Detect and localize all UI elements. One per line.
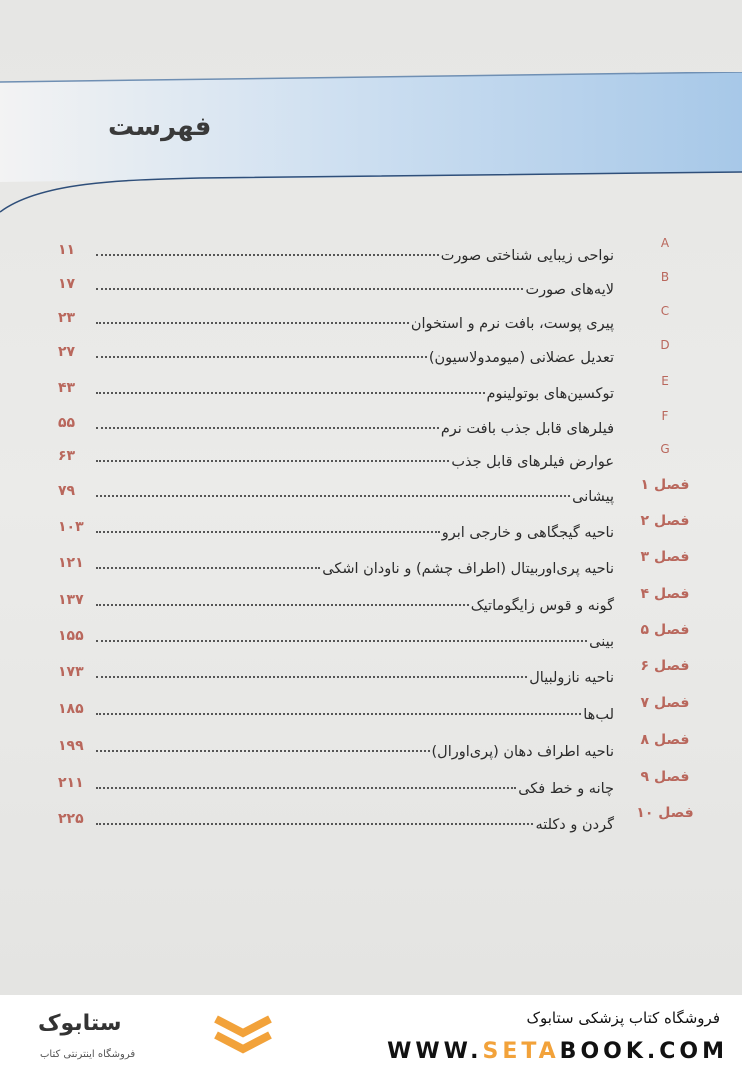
toc-entry	[92, 797, 614, 833]
toc-entry	[92, 650, 614, 686]
page-title: فهرست	[108, 112, 212, 142]
toc-entry	[92, 401, 614, 437]
toc-page-number: ۱۷۳	[58, 664, 84, 680]
toc-row	[0, 614, 742, 650]
toc-row	[0, 366, 742, 402]
logo-text: ستابوک	[38, 1011, 122, 1036]
leader-dots	[96, 750, 430, 752]
toc-row	[0, 401, 742, 437]
toc-title: توکسین‌های بوتولینوم	[486, 386, 614, 402]
leader-dots	[96, 823, 533, 825]
toc-title: نواحی زیبایی شناختی صورت	[440, 248, 614, 264]
leader-dots	[96, 713, 581, 715]
toc-page-number: ۲۱۱	[58, 775, 84, 791]
toc-page-number: ۱۲۱	[58, 555, 84, 571]
toc-title: پیری پوست، بافت نرم و استخوان	[410, 316, 614, 332]
toc-title: ناحیه اطراف دهان (پری‌اورال)	[431, 744, 614, 760]
leader-dots	[96, 427, 439, 429]
logo-subtitle: فروشگاه اینترنتی کتاب	[40, 1049, 136, 1060]
toc-page-number: ۲۲۵	[58, 811, 84, 827]
toc-row	[0, 228, 742, 264]
toc-label: فصل ۲	[640, 513, 690, 529]
toc-row	[0, 296, 742, 332]
toc-row	[0, 434, 742, 470]
leader-dots	[96, 254, 439, 256]
leader-dots	[96, 392, 485, 394]
toc-label: A	[660, 236, 670, 250]
toc-label: فصل ۱۰	[636, 805, 694, 821]
toc-entry	[92, 761, 614, 797]
leader-dots	[96, 567, 320, 569]
toc-entry	[92, 578, 614, 614]
toc-title: پیشانی	[572, 489, 614, 505]
store-footer	[0, 995, 742, 1079]
toc-row	[0, 650, 742, 686]
toc-title: فیلرهای قابل جذب بافت نرم	[440, 421, 614, 437]
toc-label: B	[660, 270, 670, 284]
toc-title: لایه‌های صورت	[525, 282, 614, 298]
toc-entry	[92, 614, 614, 650]
toc-title: عوارض فیلرهای قابل جذب	[451, 454, 614, 470]
toc-page-number: ۱۹۹	[58, 738, 84, 754]
leader-dots	[96, 787, 516, 789]
toc-page-number: ۱۰۳	[58, 519, 84, 535]
toc-page-number: ۱۵۵	[58, 628, 84, 644]
store-url[interactable]: WWW.SETABOOK.COM	[387, 1039, 728, 1064]
toc-title: ناحیه پری‌اوربیتال (اطراف چشم) و ناودان اشکی	[322, 561, 614, 577]
toc-title: ناحیه گیجگاهی و خارجی ابرو	[441, 525, 614, 541]
leader-dots	[96, 322, 409, 324]
toc-page-number: ۲۳	[58, 310, 76, 326]
toc-row	[0, 687, 742, 723]
leader-dots	[96, 676, 527, 678]
toc-page-number: ۱۸۵	[58, 701, 84, 717]
store-name: فروشگاه کتاب پزشکی ستابوک	[526, 1009, 720, 1027]
toc-label: فصل ۳	[640, 549, 690, 565]
leader-dots	[96, 604, 469, 606]
leader-dots	[96, 356, 427, 358]
leader-dots	[96, 531, 440, 533]
toc-row	[0, 505, 742, 541]
toc-label: F	[661, 409, 669, 423]
toc-entry	[92, 724, 614, 760]
toc-page-number: ۲۷	[58, 344, 76, 360]
toc-entry	[92, 687, 614, 723]
toc-row	[0, 578, 742, 614]
toc-row	[0, 761, 742, 797]
toc-title: گردن و دکلته	[535, 817, 614, 833]
toc-entry	[92, 228, 614, 264]
toc-title: بینی	[589, 634, 614, 650]
toc-entry	[92, 330, 614, 366]
toc-label: فصل ۸	[640, 732, 690, 748]
toc-label: D	[660, 338, 670, 352]
toc-page-number: ۱۱	[58, 242, 76, 258]
toc-label: فصل ۶	[640, 658, 690, 674]
toc-row	[0, 797, 742, 833]
toc-title: گونه و قوس زایگوماتیک	[470, 598, 614, 614]
toc-row	[0, 262, 742, 298]
toc-entry	[92, 469, 614, 505]
toc-page-number: ۵۵	[58, 415, 76, 431]
toc-entry	[92, 296, 614, 332]
toc-label: فصل ۴	[640, 586, 690, 602]
toc-page-number: ۱۷	[58, 276, 76, 292]
toc-label: فصل ۷	[640, 695, 690, 711]
toc-page-number: ۱۳۷	[58, 592, 84, 608]
toc-page-number: ۴۳	[58, 380, 76, 396]
toc-label: فصل ۱	[640, 477, 690, 493]
toc-title: تعدیل عضلانی (میومدولاسیون)	[428, 350, 614, 366]
leader-dots	[96, 288, 523, 290]
toc-label: فصل ۹	[640, 769, 690, 785]
toc-title: ناحیه نازولبیال	[529, 670, 614, 686]
toc-page-number: ۶۳	[58, 448, 76, 464]
toc-row	[0, 724, 742, 760]
toc-label: C	[660, 304, 670, 318]
toc-page-number: ۷۹	[58, 483, 76, 499]
toc-row	[0, 330, 742, 366]
toc-label: G	[660, 442, 670, 456]
toc-label: E	[661, 374, 669, 388]
leader-dots	[96, 460, 449, 462]
toc-entry	[92, 505, 614, 541]
leader-dots	[96, 640, 587, 642]
toc-title: چانه و خط فکی	[518, 781, 614, 797]
toc-entry	[92, 262, 614, 298]
logo-icon	[208, 1011, 278, 1065]
toc-row	[0, 541, 742, 577]
toc-entry	[92, 541, 614, 577]
leader-dots	[96, 495, 570, 497]
toc-entry	[92, 434, 614, 470]
toc-entry	[92, 366, 614, 402]
toc-title: لب‌ها	[583, 707, 614, 723]
toc-row	[0, 469, 742, 505]
toc-label: فصل ۵	[640, 622, 690, 638]
